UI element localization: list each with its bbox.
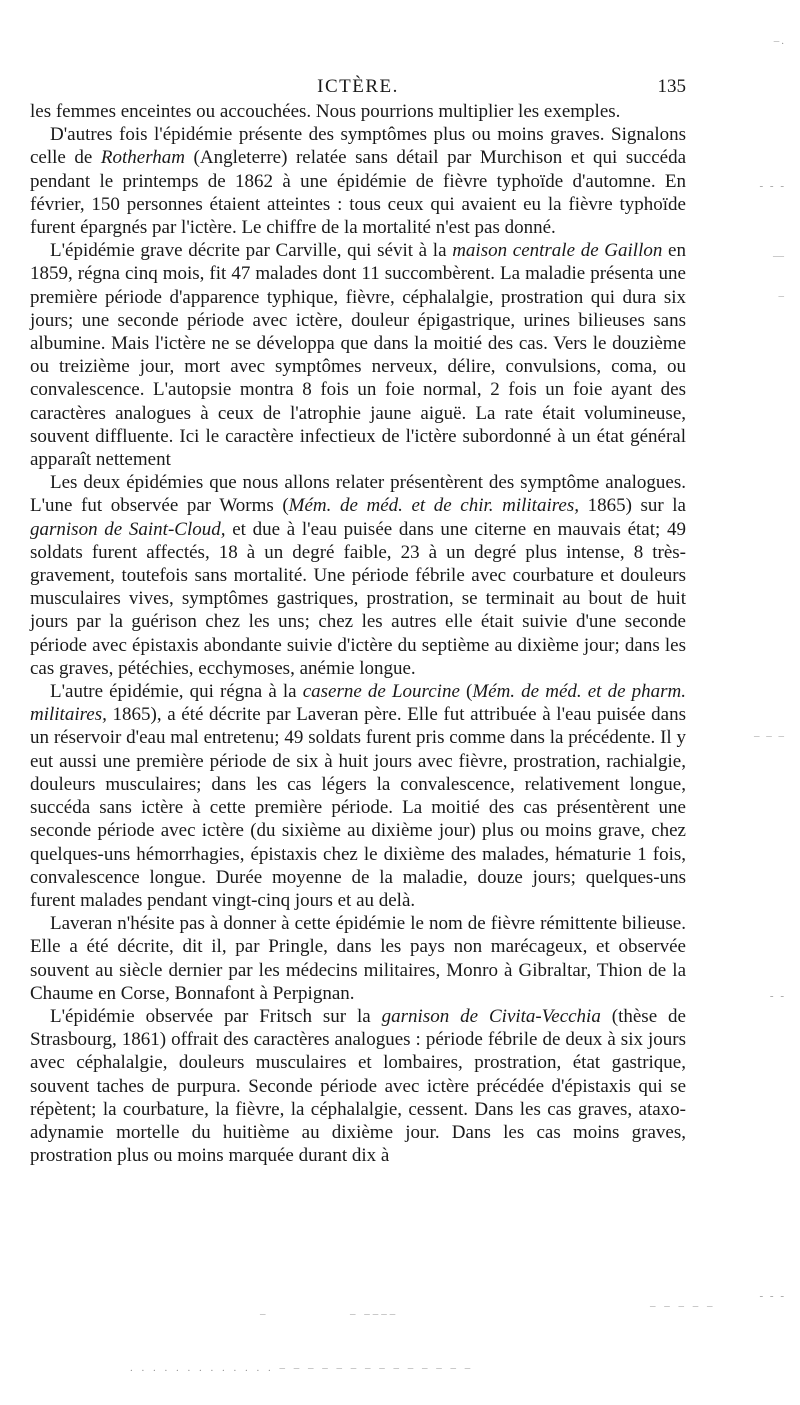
text-run: Les deux épidémies que nous allons relater présentèrent des symptôme analogues. L'une fut observée par Worms ( [30,472,686,517]
paragraph [30,912,686,1005]
bottom-scan-marks: – – –––– – – – – – . . . . . . . . . . . . . – – – – – – – – – – – – – – [130,1300,716,1374]
paragraph [30,680,686,912]
paragraph [30,239,686,471]
italic-text: Mém. de méd. et de chir. militaires, [288,495,579,517]
page-number: 135 [657,76,686,97]
italic-text: garnison de Civita-Vecchia [381,1005,601,1027]
text-run: et due à l'eau puisée dans une citerne en mauvais état; 49 soldats furent affectés, 18 à un degré faible, 23 à un degré plus intense, 8 très-gravement, toutefois sans mortalité. Une période fébrile avec courbature et douleurs musculaires vives, symptômes gastriques, prostration, se terminait au bout de huit jours par la guérison chez les uns; chez les autres elle était suivie d'une seconde période avec épistaxis abondante suivie d'ictère du septième au dixième jour; dans les cas graves, pétéchies, ecchymoses, anémie longue. [30,518,686,679]
paragraph [30,123,686,239]
text-run: (thèse de Strasbourg, 1861) offrait des caractères analogues : période fébrile de deux à six jours avec céphalalgie, douleurs musculaires et lombaires, prostration, état gastrique, souvent taches de purpura. Seconde période avec ictère précédée d'épistaxis qui se répètent; la courbature, la fièvre, la céphalalgie, cessent. Dans les cas graves, ataxo-adynamie mortelle du huitième au dixième jour. Dans les cas moins graves, prostration plus ou moins marquée durant dix à [30,1005,686,1167]
paragraph [30,100,686,123]
running-title: ICTÈRE. [317,76,399,97]
text-run: 1865) sur la [578,495,686,517]
paragraph [30,1005,686,1167]
text-run: L'autre épidémie, qui régna à la [50,681,303,703]
italic-text: Mém. de méd. et de pharm. militaires, [30,681,686,726]
paragraph [30,471,686,680]
margin-scan-marks: –. - - - — – – – – - - - - - [754,35,786,1302]
text-run: ( [459,681,473,703]
text-run: D'autres fois l'épidémie présente des symptômes plus ou moins graves. Signalons celle de [30,124,686,169]
page-header [30,70,686,104]
text-run: en 1859, régna cinq mois, fit 47 malades dont 11 succombèrent. La maladie présenta une première période d'apparence typhique, fièvre, céphalalgie, prostration qui dura six jours; une seconde période avec ictère, douleur épigastrique, urines bilieuses sans albumine. Mais l'ictère ne se développa que dans la moitié des cas. Vers le douzième ou treizième jour, mort avec symptômes nerveux, délire, convulsions, coma, ou convalescence. L'autopsie montra 8 fois un foie normal, 2 fois un foie ayant des caractères analogues à ceux de l'atrophie jaune aiguë. La rate était volumineuse, souvent diffluente. Ici le caractère infectieux de l'ictère subordonné à un état général apparaît nettement [30,240,686,471]
text-run: Laveran n'hésite pas à donner à cette épidémie le nom de fièvre rémittente bilieuse. Elle a été décrite, dit il, par Pringle, dans les pays non marécageux, et observée souvent au siècle dernier par les médecins militaires, Monro à Gibraltar, Thion de la Chaume en Corse, Bonnafont à Perpignan. [30,913,686,1004]
italic-text: maison centrale de Gaillon [452,240,663,262]
body-text [30,100,686,1167]
text-run: L'épidémie observée par Fritsch sur la [50,1005,382,1027]
text-run: 1865), a été décrite par Laveran père. Elle fut attribuée à l'eau puisée dans un réservoir d'eau mal entretenu; 49 soldats furent pris comme dans la précédente. Il y eut aussi une première période de six à huit jours avec fièvre, prostration, rachialgie, douleurs musculaires; dans les cas légers la convalescence, relativement longue, succéda sans ictère à cette première période. La moitié des cas présentèrent une seconde période avec ictère (du sixième au dixième jour) plus ou moins grave, chez quelques-uns hémorrhagies, épistaxis chez le dixième des malades, hématurie 1 fois, convalescence longue. Durée moyenne de la maladie, douze jours; quelques-uns furent malades pendant vingt-cinq jours et au delà. [30,704,686,911]
text-run: L'épidémie grave décrite par Carville, qui sévit à la [50,240,453,262]
text-run: (Angleterre) relatée sans détail par Murchison et qui succéda pendant le printemps de 1862 à une épidémie de fièvre typhoïde d'automne. En février, 150 personnes étaient atteintes : tous ceux qui avaient eu la fièvre typhoïde furent épargnés par l'ictère. Le chiffre de la mortalité n'est pas donné. [30,147,687,239]
italic-text: garnison de Saint-Cloud, [30,518,226,540]
italic-text: caserne de Lourcine [302,681,460,703]
italic-text: Rotherham [100,147,185,169]
text-run: les femmes enceintes ou accouchées. Nous pourrions multiplier les exemples. [30,101,621,122]
